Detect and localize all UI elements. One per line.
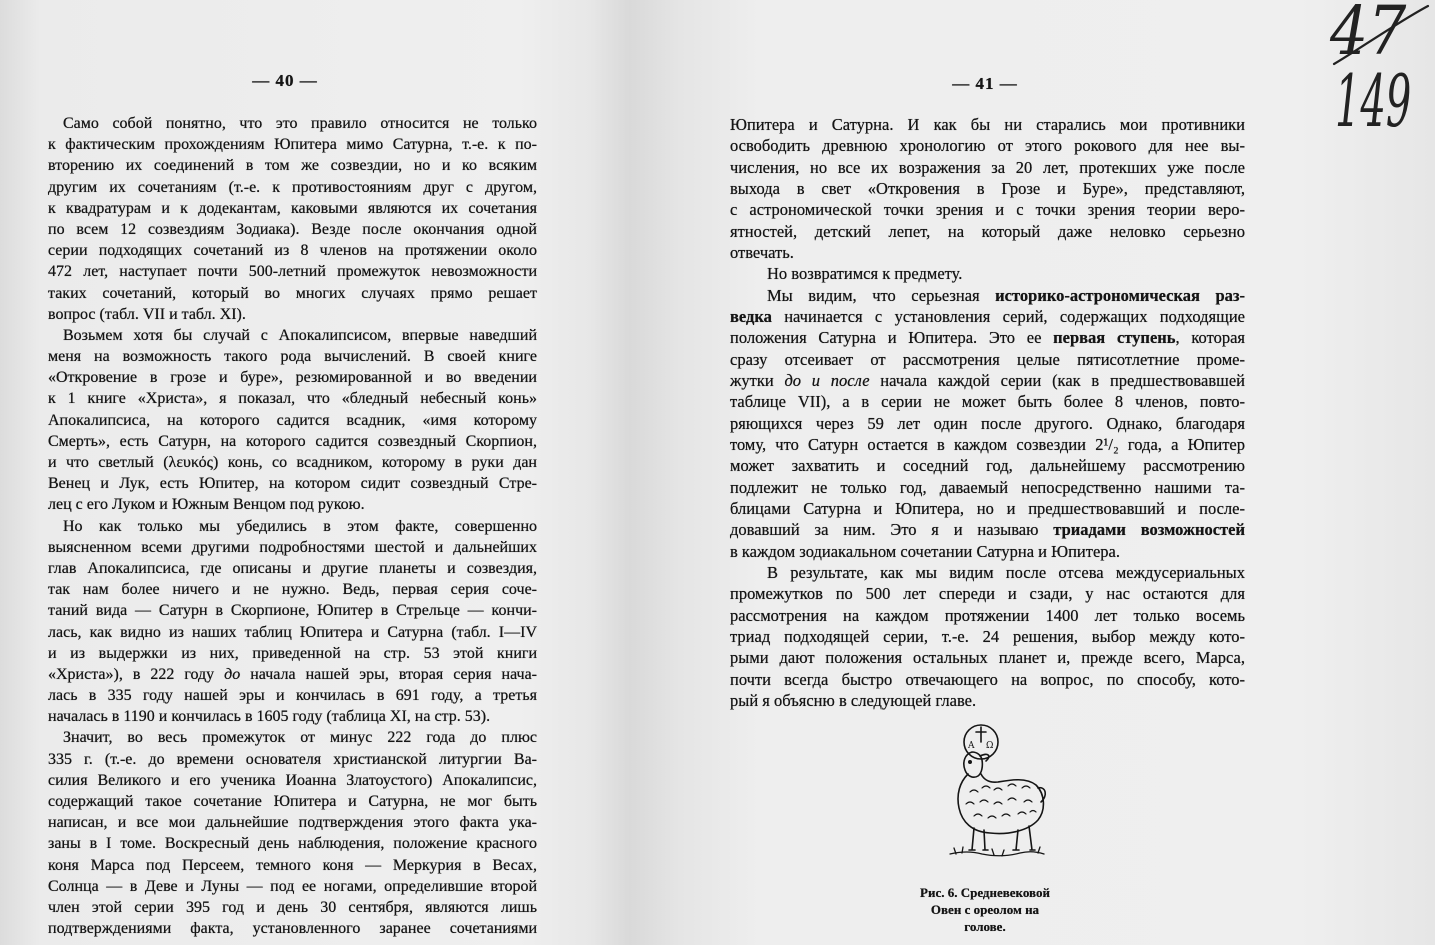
text-line: триад подходящей серии, т.-е. 24 решения, выбор между кото- xyxy=(730,626,1245,646)
lamb-eye xyxy=(969,761,971,763)
caption-line: Рис. 6. Средневековой xyxy=(920,885,1050,900)
lamb-legs xyxy=(969,826,1035,850)
lamb-with-halo-figure xyxy=(932,722,1052,867)
text-line: Значит, во весь промежуток от минус 222 года до плюс xyxy=(63,729,537,747)
text-line: заны в I томе. Воскресный день наблюдения, положение красного xyxy=(48,835,537,853)
bold-text-run: триадами возможностей xyxy=(1053,520,1245,540)
text-line: таний вида — Сатурн в Скорпионе, Юпитер в Стрельце — кончи- xyxy=(48,602,537,620)
text-line: подтверждениями факта, установленного заранее сочетаниями xyxy=(48,920,537,938)
text-line: и из выдержки из них, приведенной на стр. 53 этой книги xyxy=(48,644,537,662)
text-line: лец с его Луком и Южным Венцом под рукою. xyxy=(48,496,365,514)
paragraph xyxy=(48,325,537,516)
text-line: коня Марса под Персеем, темного коня — Меркурия в Весах, xyxy=(48,856,537,874)
left-page xyxy=(0,0,620,945)
text-line: ряющихся через 59 лет один после другого. Однако, благодаря xyxy=(730,413,1245,433)
text-line: таблице VII), а в серии не может быть более 8 членов, повто- xyxy=(730,392,1245,412)
text-line: сразу отсеивает от рассмотрения целые пятисотлетние проме- xyxy=(730,349,1245,369)
text-line: в каждом зодиакальном сочетании Сатурна и Юпитера. xyxy=(730,541,1120,561)
text-line: выясненном всеми другими подробностями шестой и дальнейших xyxy=(48,538,537,556)
text-line: числения, но все их возражения за 20 лет, протекших уже после xyxy=(730,157,1245,177)
lamb-body xyxy=(958,774,1043,833)
paragraph xyxy=(730,263,1245,284)
text-line: может захватить и соседний год, дальнейшему рассмотрению xyxy=(730,456,1245,476)
text-line: серии подходящих сочетаний из 8 членов на протяжении около xyxy=(48,242,537,260)
text-line: Солнца — в Деве и Луны — под ее ногами, определившие второй xyxy=(48,877,537,895)
text-line: В результате, как мы видим после отсева междусериальных xyxy=(767,562,1245,582)
text-line: началась в 1190 и кончилась в 1605 году (таблица XI, на стр. 53). xyxy=(48,708,491,726)
text-line: освободить древнюю хронологию от этого рокового для нее вы- xyxy=(730,136,1245,156)
text-line: Апокалипсиса, на которого садится всадник, «имя которому xyxy=(48,411,537,429)
text-line: таких сочетаний, который во многих случаях прямо решает xyxy=(48,284,537,302)
bold-text-run: историко-астрономическая раз- xyxy=(995,285,1246,305)
text-line: так нам более ничего и не нужно. Ведь, первая серия соче- xyxy=(48,581,537,599)
text-line: силия Великого и его ученика Иоанна Златоустого) Апокалипсис, xyxy=(48,771,537,789)
italic-text-run: до и после xyxy=(784,370,870,390)
italic-text-run: до xyxy=(224,665,241,683)
handwritten-struck-number: 47 xyxy=(1330,0,1407,71)
text-run: , которая xyxy=(1175,328,1245,348)
text-run: положения Сатурна и Юпитера. Это ее xyxy=(730,328,1054,348)
halo-letter-omega: Ω xyxy=(986,741,994,751)
text-run: начала нашей эры, вторая серия нача- xyxy=(240,665,538,683)
halo-letter-alpha: Α xyxy=(968,741,975,751)
lamb-wool xyxy=(966,784,1036,818)
text-line: промежутков по 500 лет спереди и сзади, у нас остаются для xyxy=(730,584,1245,604)
text-line: к 1 книге «Христа», я показал, что «бледный небесный конь» xyxy=(48,390,537,408)
text-line: Но возвратимся к предмету. xyxy=(767,264,963,284)
text-line: по всем 12 созвездиям Зодиака). Везде после окончания одной xyxy=(48,220,537,238)
text-run: «Христа»), в 222 году xyxy=(48,665,225,683)
text-line: член этой серии 395 год и день 30 сентября, являются лишь xyxy=(48,898,537,916)
text-line xyxy=(730,519,1245,540)
paragraph xyxy=(730,285,1245,562)
text-line: с астрономической точки зрения и с точки зрения теории веро- xyxy=(730,200,1245,220)
page-number: — 41 — xyxy=(952,74,1018,93)
text-line: тому, что Сатурн остается в каждом созвездии 2¹/₂ года, а Юпитер xyxy=(730,434,1245,454)
text-line xyxy=(730,370,1245,391)
paragraph xyxy=(730,562,1245,711)
handwritten-page-number: 149 xyxy=(1335,59,1412,144)
paragraph xyxy=(48,113,537,325)
paragraph xyxy=(48,727,537,939)
text-line: вопрос (табл. VII и табл. XI). xyxy=(48,305,246,323)
text-run: Мы видим, что серьезная xyxy=(767,285,996,305)
text-line xyxy=(48,664,537,685)
text-line: другим их сочетаниям (т.-е. к противостояниям друг с другом, xyxy=(48,178,537,196)
caption-line: Овен с ореолом на xyxy=(930,902,1040,917)
text-line: «Откровение в грозе и буре», резюмированной и во введении xyxy=(48,369,537,387)
page-number: — 40 — xyxy=(252,71,318,90)
halo-cross xyxy=(976,727,986,742)
text-line: Возьмем хотя бы случай с Апокалипсисом, впервые наведший xyxy=(63,326,537,344)
text-run: жутки xyxy=(730,370,785,390)
text-line: написан, и все мои дальнейшие подтверждения этого факта ука- xyxy=(48,814,537,832)
text-line: подлежит не только год, даваемый непосредственно нашими та- xyxy=(730,477,1245,497)
text-column xyxy=(48,113,537,939)
paragraph xyxy=(730,114,1245,263)
text-line: рыми дают положения остальных планет и, прежде всего, Марса, xyxy=(730,648,1245,668)
text-line: 472 лет, наступает почти 500-летний промежуток невозможности xyxy=(48,263,537,281)
text-line: 335 г. (т.-е. до времени основателя христианской литургии Ва- xyxy=(48,750,537,768)
text-line: Само собой понятно, что это правило относится не только xyxy=(63,115,537,132)
text-line: блицами Сатурна и Юпитера, но и предшествовавший и после- xyxy=(730,498,1245,518)
right-page xyxy=(620,0,1435,945)
text-line: глав Апокалипсиса, где описаны и другие планеты и созвездия, xyxy=(48,559,537,577)
text-line xyxy=(730,306,1245,327)
text-line: меня на возможность такого рода вычислений. В своей книге xyxy=(48,348,537,366)
text-line: рассмотрения на каждом протяжении 1400 лет только восемь xyxy=(730,605,1245,625)
text-line xyxy=(730,285,1245,306)
text-line: выхода в свет «Откровения в Грозе и Буре», представляют, xyxy=(730,178,1245,198)
text-line: отвечать. xyxy=(730,242,794,262)
paragraph xyxy=(48,516,537,728)
text-line: лась в 335 году нашей эры и кончилась в 691 году, а третья xyxy=(48,687,537,705)
text-line: рый я объясню в следующей главе. xyxy=(730,690,977,710)
text-line: Венец и Лук, есть Юпитер, на котором сидит созвездный Стре- xyxy=(48,475,537,493)
text-line: к фактическим прохождениям Юпитера мимо Сатурна, т.-е. к по- xyxy=(48,136,537,154)
text-line: вторению их соединений в том же созвездии, но и ко всяким xyxy=(48,157,537,175)
text-run: довавший за ним. Это я и называю xyxy=(730,520,1054,540)
text-run: начинается с установления серий, содержащих подходящие xyxy=(771,306,1245,326)
text-column xyxy=(730,114,1245,711)
text-run: начала каждой серии (как в предшествовавшей xyxy=(869,370,1245,390)
figure-caption xyxy=(900,884,1070,935)
ground-grass xyxy=(950,847,1044,856)
text-line: к квадратурам и к додекантам, каковыми являются их сочетания xyxy=(48,199,537,217)
bold-text-run: первая ступень xyxy=(1053,328,1176,348)
bold-text-run: ведка xyxy=(730,306,772,326)
text-line: содержащий такое сочетание Юпитера и Сатурна, не мог быть xyxy=(48,793,537,810)
text-line: ятностей, детский лепет, на который даже неловко серьезно xyxy=(730,221,1245,241)
text-line: почти всегда быстро отвечающего на вопрос, по способу, кото- xyxy=(730,669,1245,689)
text-line: Юпитера и Сатурна. И как бы ни старались мои противники xyxy=(730,115,1245,134)
text-line: Но как только мы убедились в этом факте, совершенно xyxy=(63,517,537,535)
text-line: лась, как видно из наших таблиц Юпитера и Сатурна (табл. I—IV xyxy=(48,623,537,641)
text-line: и что светлый (λευκός) конь, со всадником, которому в руки дан xyxy=(48,454,537,471)
text-line: Смерть», есть Сатурн, на которого садится созвездный Скорпион, xyxy=(48,432,537,450)
text-line xyxy=(730,327,1245,348)
caption-line: голове. xyxy=(964,919,1006,934)
